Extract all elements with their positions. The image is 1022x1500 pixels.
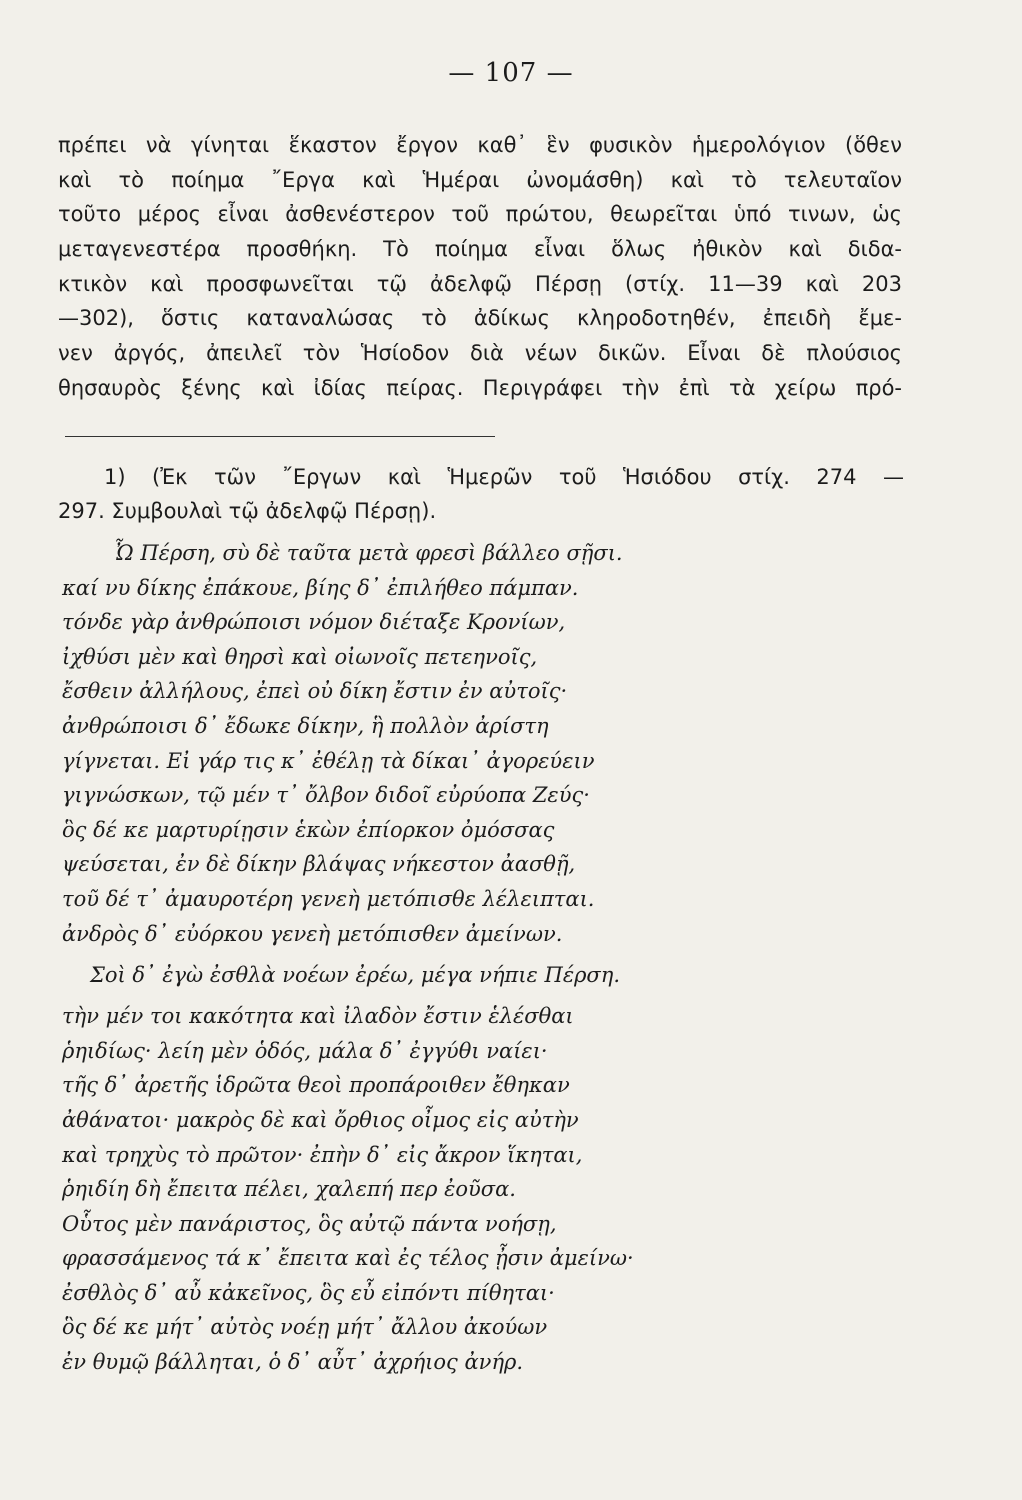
prose-line: καὶ τὸ ποίημα ῎Εργα καὶ Ἡμέραι ὠνομάσθη) καὶ τὸ τελευταῖον [58,167,902,192]
verse-line: ἀνθρώποισι δ᾽ ἔδωκε δίκην, ἣ πολλὸν ἀρίστη [62,713,549,738]
verse-quotation [62,536,862,1380]
prose-line: μεταγενεστέρα προσθήκη. Τὸ ποίημα εἶναι ὅλως ἠθικὸν καὶ διδα- [58,237,902,262]
verse-line: γίγνεται. Εἰ γάρ τις κ᾽ ἐθέλῃ τὰ δίκαι᾽ ἀγορεύειν [62,748,595,773]
footnote-line: 297. Συμβουλαὶ τῷ ἀδελφῷ Πέρσῃ). [58,499,437,523]
verse-line: ἔσθειν ἀλλήλους, ἐπεὶ οὐ δίκη ἔστιν ἐν αὐτοῖς· [62,679,568,704]
verse-line: ἀθάνατοι· μακρὸς δὲ καὶ ὄρθιος οἶμος εἰς αὐτὴν [62,1107,579,1132]
verse-line: ῥηιδίως· λείη μὲν ὁδός, μάλα δ᾽ ἐγγύθι ναίει· [62,1038,548,1063]
prose-line: θησαυρὸς ξένης καὶ ἰδίας πείρας. Περιγράφει τὴν ἐπὶ τὰ χείρω πρό- [58,375,902,400]
footnote-divider [65,436,495,437]
verse-line: τοῦ δέ τ᾽ ἀμαυροτέρη γενεὴ μετόπισθε λέλειπται. [62,886,595,911]
verse-line: γιγνώσκων, τῷ μέν τ᾽ ὄλβον διδοῖ εὐρύοπα Ζεύς· [62,783,590,808]
footnote-line: 1) (Ἐκ τῶν ῎Εργων καὶ Ἡμερῶν τοῦ Ἡσιόδου στίχ. 274 — [104,465,904,489]
footnote [58,460,904,528]
verse-line: ὃς δέ κε μαρτυρίῃσιν ἑκὼν ἐπίορκον ὀμόσσας [62,817,555,842]
verse-line: ἀνδρὸς δ᾽ εὐόρκου γενεὴ μετόπισθεν ἀμείνων. [62,921,563,946]
verse-line: ῥηιδίη δὴ ἔπειτα πέλει, χαλεπή περ ἐοῦσα. [62,1177,516,1202]
verse-line: ἰχθύσι μὲν καὶ θηρσὶ καὶ οἰωνοῖς πετεηνοῖς, [62,644,538,669]
verse-line: τόνδε γὰρ ἀνθρώποισι νόμον διέταξε Κρονίων, [62,610,566,635]
verse-line: καὶ τρηχὺς τὸ πρῶτον· ἐπὴν δ᾽ εἰς ἄκρον ἵκηται, [62,1142,583,1167]
verse-line: ἐν θυμῷ βάλληται, ὁ δ᾽ αὖτ᾽ ἀχρήιος ἀνήρ. [62,1350,524,1375]
verse-line: ἐσθλὸς δ᾽ αὖ κἀκεῖνος, ὃς εὖ εἰπόντι πίθηται· [62,1280,555,1305]
prose-line: νεν ἀργός, ἀπειλεῖ τὸν Ἡσίοδον διὰ νέων δικῶν. Εἶναι δὲ πλούσιος [58,341,902,366]
verse-line: τῆς δ᾽ ἀρετῆς ἱδρῶτα θεοὶ προπάροιθεν ἔθηκαν [62,1073,570,1098]
page-number: — 107 — [448,58,574,88]
verse-line: ὃς δέ κε μήτ᾽ αὐτὸς νοέῃ μήτ᾽ ἄλλου ἀκούων [62,1315,548,1340]
prose-line: κτικὸν καὶ προσφωνεῖται τῷ ἀδελφῷ Πέρσῃ (στίχ. 11—39 καὶ 203 [58,271,902,296]
prose-line: πρέπει νὰ γίνηται ἕκαστον ἔργον καθ᾽ ἓν φυσικὸν ἡμερολόγιον (ὅθεν [58,133,902,157]
prose-paragraph [58,128,902,406]
verse-line: τὴν μέν τοι κακότητα καὶ ἰλαδὸν ἔστιν ἑλέσθαι [62,1004,574,1029]
verse-line: Οὗτος μὲν πανάριστος, ὃς αὐτῷ πάντα νοήσῃ, [62,1211,557,1236]
verse-line: φρασσάμενος τά κ᾽ ἔπειτα καὶ ἐς τέλος ᾖσιν ἀμείνω· [62,1246,634,1271]
verse-line: Ὦ Πέρση, σὺ δὲ ταῦτα μετὰ φρεσὶ βάλλεο σῇσι. [114,541,623,565]
verse-line: ψεύσεται, ἐν δὲ δίκην βλάψας νήκεστον ἀασθῇ, [62,852,576,877]
verse-line: καί νυ δίκης ἐπάκουε, βίης δ᾽ ἐπιλήθεο πάμπαν. [62,575,579,600]
verse-line: Σοὶ δ᾽ ἐγὼ ἐσθλὰ νοέων ἐρέω, μέγα νήπιε Πέρση. [90,963,621,988]
prose-line: τοῦτο μέρος εἶναι ἀσθενέστερον τοῦ πρώτου, θεωρεῖται ὑπό τινων, ὡς [58,202,902,227]
prose-line: —302), ὅστις καταναλώσας τὸ ἀδίκως κληροδοτηθέν, ἐπειδὴ ἔμε- [58,306,902,331]
